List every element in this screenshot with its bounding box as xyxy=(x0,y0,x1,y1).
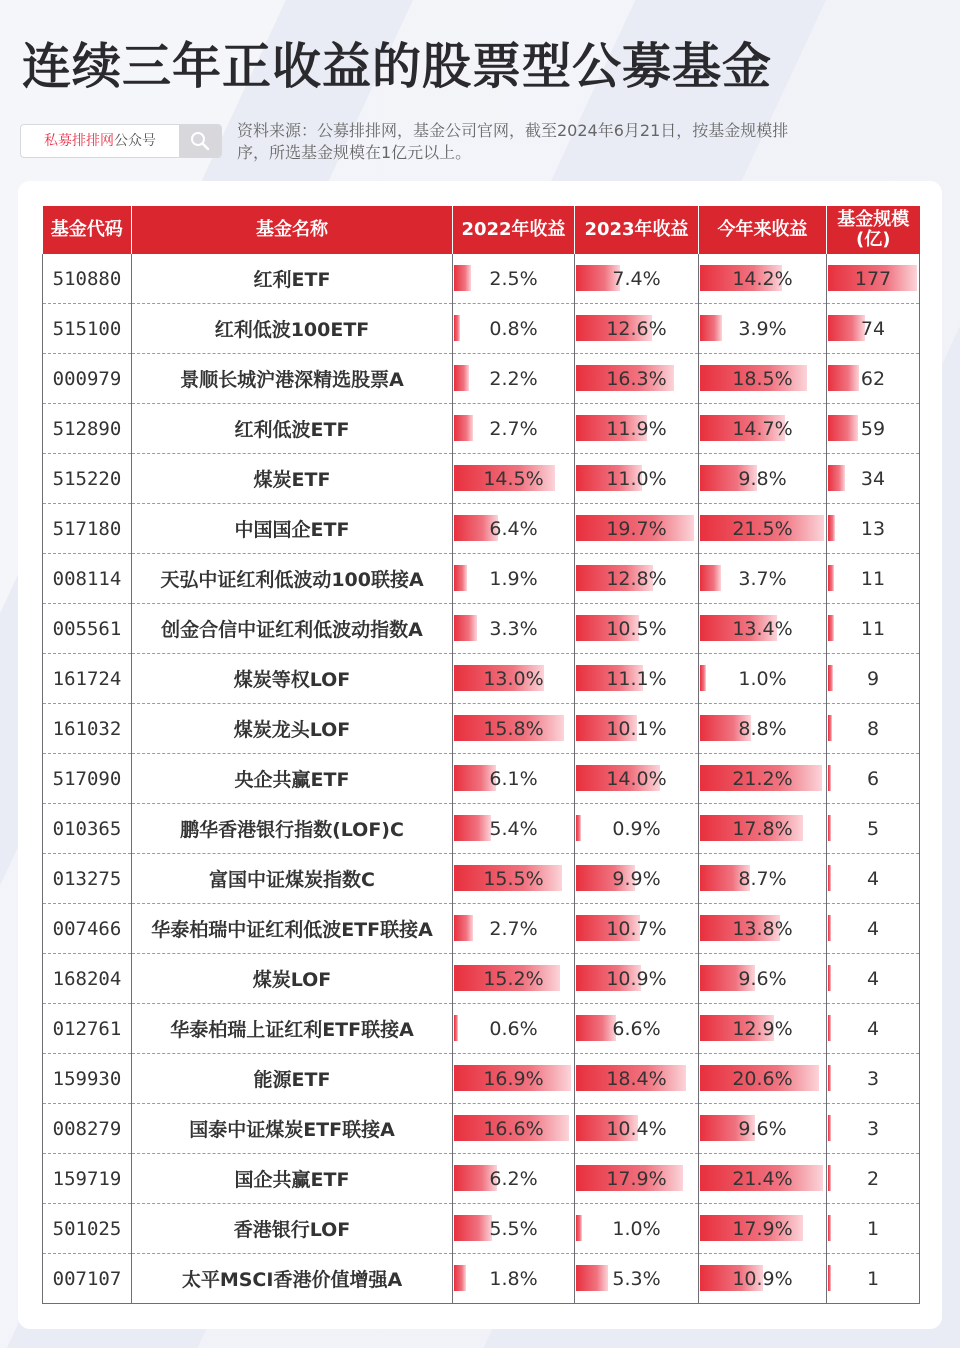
cell-fund-code: 013275 xyxy=(43,854,132,904)
cell-value: 14.7% xyxy=(732,417,793,440)
cell-value: 3.9% xyxy=(738,317,787,340)
value-bar-fund-size xyxy=(828,415,858,441)
cell-fund-code: 515220 xyxy=(43,454,132,504)
cell-value: 21.4% xyxy=(732,1167,793,1190)
cell-return-2022 xyxy=(453,1004,575,1054)
cell-value: 16.3% xyxy=(606,367,667,390)
cell-return-2023 xyxy=(575,654,699,704)
value-bar-fund-size xyxy=(828,1065,831,1091)
cell-return-ytd xyxy=(699,1004,827,1054)
value-bar-return-ytd xyxy=(700,665,706,691)
table-row xyxy=(43,904,920,954)
cell-value: 7.4% xyxy=(612,267,661,290)
value-bar-return-2022 xyxy=(454,265,471,291)
cell-return-ytd xyxy=(699,604,827,654)
cell-value: 1 xyxy=(866,1267,880,1290)
cell-return-2023 xyxy=(575,704,699,754)
cell-return-2022 xyxy=(453,904,575,954)
cell-value: 10.9% xyxy=(606,967,667,990)
cell-value: 18.5% xyxy=(732,367,793,390)
cell-value: 8.8% xyxy=(738,717,787,740)
value-bar-fund-size xyxy=(828,715,832,741)
cell-fund-code: 168204 xyxy=(43,954,132,1004)
cell-fund-code: 501025 xyxy=(43,1204,132,1254)
cell-value: 5.5% xyxy=(489,1217,538,1240)
value-bar-fund-size xyxy=(828,965,831,991)
cell-return-2022 xyxy=(453,404,575,454)
cell-value: 12.9% xyxy=(732,1017,793,1040)
cell-value: 6.4% xyxy=(489,517,538,540)
cell-fund-code: 161724 xyxy=(43,654,132,704)
cell-value: 18.4% xyxy=(606,1067,667,1090)
value-bar-fund-size xyxy=(828,815,831,841)
cell-value: 9.6% xyxy=(738,1117,787,1140)
cell-value: 10.5% xyxy=(606,617,667,640)
cell-value: 10.7% xyxy=(606,917,667,940)
cell-fund-code: 512890 xyxy=(43,404,132,454)
cell-return-2023 xyxy=(575,1054,699,1104)
table-row xyxy=(43,854,920,904)
cell-fund-name: 华泰柏瑞上证红利ETF联接A xyxy=(132,1004,453,1054)
cell-fund-name: 富国中证煤炭指数C xyxy=(132,854,453,904)
header-fund-name: 基金名称 xyxy=(132,206,453,254)
value-bar-fund-size xyxy=(828,865,831,891)
cell-value: 62 xyxy=(860,367,886,390)
cell-return-2022 xyxy=(453,1054,575,1104)
cell-value: 34 xyxy=(860,467,886,490)
search-button[interactable] xyxy=(179,125,221,157)
cell-fund-name: 红利ETF xyxy=(132,254,453,304)
cell-return-2022 xyxy=(453,1204,575,1254)
cell-fund-name: 香港银行LOF xyxy=(132,1204,453,1254)
cell-return-ytd xyxy=(699,504,827,554)
table-body xyxy=(43,254,920,1304)
cell-return-2023 xyxy=(575,404,699,454)
cell-return-2022 xyxy=(453,604,575,654)
cell-value: 5.3% xyxy=(612,1267,661,1290)
value-bar-fund-size xyxy=(828,315,865,341)
value-bar-fund-size xyxy=(828,1215,831,1241)
value-bar-fund-size xyxy=(828,1115,831,1141)
cell-value: 4 xyxy=(866,867,880,890)
value-bar-fund-size xyxy=(828,665,833,691)
value-bar-fund-size xyxy=(828,515,835,541)
cell-value: 8 xyxy=(866,717,880,740)
cell-value: 11 xyxy=(860,567,886,590)
cell-fund-size xyxy=(827,904,920,954)
table-row xyxy=(43,1104,920,1154)
cell-fund-code: 010365 xyxy=(43,804,132,854)
cell-return-2023 xyxy=(575,754,699,804)
header-fund-size: 基金规模(亿) xyxy=(827,206,920,254)
cell-return-ytd xyxy=(699,454,827,504)
cell-fund-name: 煤炭等权LOF xyxy=(132,654,453,704)
cell-value: 17.9% xyxy=(606,1167,667,1190)
cell-value: 3.7% xyxy=(738,567,787,590)
cell-fund-size xyxy=(827,954,920,1004)
search-box[interactable] xyxy=(20,124,222,158)
value-bar-return-2023 xyxy=(576,1265,608,1291)
header-return-ytd: 今年来收益 xyxy=(699,206,827,254)
cell-value: 8.7% xyxy=(738,867,787,890)
cell-value: 11.0% xyxy=(606,467,667,490)
value-bar-fund-size xyxy=(828,915,831,941)
value-bar-fund-size xyxy=(828,765,831,791)
table-row xyxy=(43,304,920,354)
cell-fund-name: 太平MSCI香港价值增强A xyxy=(132,1254,453,1304)
cell-fund-name: 国泰中证煤炭ETF联接A xyxy=(132,1104,453,1154)
table-row xyxy=(43,1004,920,1054)
cell-fund-code: 159930 xyxy=(43,1054,132,1104)
cell-value: 13.8% xyxy=(732,917,793,940)
value-bar-fund-size xyxy=(828,465,845,491)
cell-value: 21.2% xyxy=(732,767,793,790)
cell-value: 9.6% xyxy=(738,967,787,990)
cell-fund-size xyxy=(827,404,920,454)
cell-fund-size xyxy=(827,1154,920,1204)
cell-fund-code: 517090 xyxy=(43,754,132,804)
cell-fund-name: 创金合信中证红利低波动指数A xyxy=(132,604,453,654)
cell-value: 4 xyxy=(866,917,880,940)
cell-fund-size xyxy=(827,1004,920,1054)
cell-fund-name: 能源ETF xyxy=(132,1054,453,1104)
cell-return-2023 xyxy=(575,504,699,554)
cell-value: 1.0% xyxy=(612,1217,661,1240)
cell-return-ytd xyxy=(699,854,827,904)
value-bar-fund-size xyxy=(828,615,834,641)
search-label-suffix: 公众号 xyxy=(114,133,156,149)
cell-fund-code: 000979 xyxy=(43,354,132,404)
cell-value: 3 xyxy=(866,1067,880,1090)
table-row xyxy=(43,604,920,654)
cell-return-ytd xyxy=(699,904,827,954)
header-return-2023: 2023年收益 xyxy=(575,206,699,254)
table-row xyxy=(43,1054,920,1104)
table-row xyxy=(43,754,920,804)
value-bar-fund-size xyxy=(828,365,859,391)
search-label-brand: 私募排排网 xyxy=(44,133,114,149)
cell-fund-size xyxy=(827,504,920,554)
cell-value: 6.6% xyxy=(612,1017,661,1040)
cell-value: 6 xyxy=(866,767,880,790)
table-row xyxy=(43,1204,920,1254)
cell-value: 9.8% xyxy=(738,467,787,490)
cell-value: 11.9% xyxy=(606,417,667,440)
value-bar-return-2022 xyxy=(454,415,473,441)
cell-return-ytd xyxy=(699,704,827,754)
cell-return-2022 xyxy=(453,754,575,804)
cell-value: 4 xyxy=(866,1017,880,1040)
value-bar-return-2022 xyxy=(454,1215,492,1241)
cell-value: 1.0% xyxy=(738,667,787,690)
cell-value: 59 xyxy=(860,417,886,440)
header-return-2022: 2022年收益 xyxy=(453,206,575,254)
cell-return-2022 xyxy=(453,1104,575,1154)
cell-fund-name: 天弘中证红利低波动100联接A xyxy=(132,554,453,604)
header-fund-code: 基金代码 xyxy=(43,206,132,254)
cell-fund-size xyxy=(827,1104,920,1154)
cell-value: 4 xyxy=(866,967,880,990)
cell-return-ytd xyxy=(699,804,827,854)
cell-value: 11 xyxy=(860,617,886,640)
table-row xyxy=(43,1254,920,1304)
cell-fund-size xyxy=(827,854,920,904)
cell-return-ytd xyxy=(699,654,827,704)
cell-value: 13 xyxy=(860,517,886,540)
cell-fund-size xyxy=(827,654,920,704)
cell-value: 9 xyxy=(866,667,880,690)
cell-fund-size xyxy=(827,354,920,404)
value-bar-fund-size xyxy=(828,1265,831,1291)
cell-value: 21.5% xyxy=(732,517,793,540)
cell-value: 1 xyxy=(866,1217,880,1240)
cell-return-2023 xyxy=(575,1254,699,1304)
value-bar-return-2022 xyxy=(454,565,467,591)
value-bar-return-2023 xyxy=(576,1015,616,1041)
cell-fund-size xyxy=(827,254,920,304)
search-icon xyxy=(190,131,210,151)
cell-return-2023 xyxy=(575,1154,699,1204)
cell-value: 12.6% xyxy=(606,317,667,340)
cell-return-2022 xyxy=(453,804,575,854)
cell-value: 19.7% xyxy=(606,517,667,540)
cell-return-2022 xyxy=(453,704,575,754)
cell-fund-code: 161032 xyxy=(43,704,132,754)
cell-value: 177 xyxy=(854,267,892,290)
cell-value: 13.0% xyxy=(483,667,544,690)
cell-return-ytd xyxy=(699,1154,827,1204)
cell-value: 9.9% xyxy=(612,867,661,890)
cell-return-2023 xyxy=(575,1004,699,1054)
cell-return-2023 xyxy=(575,604,699,654)
cell-fund-size xyxy=(827,804,920,854)
cell-value: 0.6% xyxy=(489,1017,538,1040)
cell-return-ytd xyxy=(699,404,827,454)
table-row xyxy=(43,504,920,554)
table-row xyxy=(43,454,920,504)
cell-value: 2.5% xyxy=(489,267,538,290)
cell-value: 20.6% xyxy=(732,1067,793,1090)
table-row xyxy=(43,954,920,1004)
cell-value: 15.5% xyxy=(483,867,544,890)
cell-fund-name: 中国国企ETF xyxy=(132,504,453,554)
cell-return-ytd xyxy=(699,1254,827,1304)
table-row xyxy=(43,1154,920,1204)
cell-value: 6.1% xyxy=(489,767,538,790)
value-bar-return-2023 xyxy=(576,1215,582,1241)
cell-value: 15.8% xyxy=(483,717,544,740)
cell-fund-size xyxy=(827,1254,920,1304)
table-row xyxy=(43,354,920,404)
cell-fund-name: 煤炭龙头LOF xyxy=(132,704,453,754)
cell-value: 16.6% xyxy=(483,1117,544,1140)
cell-value: 1.8% xyxy=(489,1267,538,1290)
cell-return-2022 xyxy=(453,1254,575,1304)
value-bar-fund-size xyxy=(828,1015,831,1041)
cell-return-2022 xyxy=(453,254,575,304)
cell-fund-name: 煤炭ETF xyxy=(132,454,453,504)
cell-return-2022 xyxy=(453,554,575,604)
cell-value: 14.2% xyxy=(732,267,793,290)
cell-return-2022 xyxy=(453,654,575,704)
cell-value: 74 xyxy=(860,317,886,340)
cell-return-ytd xyxy=(699,304,827,354)
cell-fund-name: 红利低波ETF xyxy=(132,404,453,454)
cell-fund-size xyxy=(827,304,920,354)
source-note: 资料来源：公募排排网，基金公司官网，截至2024年6月21日，按基金规模排序，所选基金规模在1亿元以上。 xyxy=(237,121,789,162)
cell-return-2023 xyxy=(575,1204,699,1254)
cell-return-2023 xyxy=(575,304,699,354)
cell-value: 0.9% xyxy=(612,817,661,840)
cell-fund-code: 007107 xyxy=(43,1254,132,1304)
cell-fund-code: 012761 xyxy=(43,1004,132,1054)
cell-fund-name: 红利低波100ETF xyxy=(132,304,453,354)
cell-return-ytd xyxy=(699,954,827,1004)
cell-value: 13.4% xyxy=(732,617,793,640)
cell-return-2022 xyxy=(453,504,575,554)
cell-return-ytd xyxy=(699,1104,827,1154)
cell-fund-name: 华泰柏瑞中证红利低波ETF联接A xyxy=(132,904,453,954)
cell-return-ytd xyxy=(699,254,827,304)
value-bar-fund-size xyxy=(828,1165,831,1191)
search-label xyxy=(21,125,179,157)
cell-return-2023 xyxy=(575,254,699,304)
cell-return-2022 xyxy=(453,304,575,354)
cell-return-2022 xyxy=(453,854,575,904)
cell-return-2023 xyxy=(575,354,699,404)
cell-value: 16.9% xyxy=(483,1067,544,1090)
cell-return-2023 xyxy=(575,554,699,604)
value-bar-return-2022 xyxy=(454,1015,458,1041)
cell-value: 10.9% xyxy=(732,1267,793,1290)
table-row xyxy=(43,254,920,304)
cell-fund-size xyxy=(827,704,920,754)
cell-value: 3.3% xyxy=(489,617,538,640)
cell-fund-size xyxy=(827,1054,920,1104)
cell-value: 12.8% xyxy=(606,567,667,590)
cell-return-ytd xyxy=(699,354,827,404)
cell-return-2023 xyxy=(575,1104,699,1154)
cell-return-2022 xyxy=(453,1154,575,1204)
cell-return-2023 xyxy=(575,854,699,904)
cell-fund-name: 国企共赢ETF xyxy=(132,1154,453,1204)
cell-value: 2.7% xyxy=(489,917,538,940)
cell-return-2022 xyxy=(453,954,575,1004)
cell-value: 5.4% xyxy=(489,817,538,840)
cell-fund-code: 005561 xyxy=(43,604,132,654)
cell-return-2023 xyxy=(575,954,699,1004)
value-bar-return-2022 xyxy=(454,815,491,841)
cell-return-2023 xyxy=(575,454,699,504)
cell-return-2022 xyxy=(453,454,575,504)
cell-fund-name: 景顺长城沪港深精选股票A xyxy=(132,354,453,404)
cell-return-2023 xyxy=(575,904,699,954)
cell-fund-code: 008279 xyxy=(43,1104,132,1154)
cell-fund-name: 煤炭LOF xyxy=(132,954,453,1004)
cell-fund-size xyxy=(827,554,920,604)
cell-value: 17.9% xyxy=(732,1217,793,1240)
cell-return-ytd xyxy=(699,554,827,604)
value-bar-return-ytd xyxy=(700,315,722,341)
cell-value: 10.1% xyxy=(606,717,667,740)
cell-value: 14.0% xyxy=(606,767,667,790)
cell-fund-size xyxy=(827,454,920,504)
cell-fund-code: 007466 xyxy=(43,904,132,954)
cell-fund-code: 517180 xyxy=(43,504,132,554)
cell-value: 1.9% xyxy=(489,567,538,590)
cell-value: 17.8% xyxy=(732,817,793,840)
page-title: 连续三年正收益的股票型公募基金 xyxy=(22,38,773,95)
cell-value: 10.4% xyxy=(606,1117,667,1140)
table-row xyxy=(43,804,920,854)
value-bar-return-2022 xyxy=(454,365,469,391)
cell-fund-code: 008114 xyxy=(43,554,132,604)
cell-fund-size xyxy=(827,754,920,804)
cell-fund-size xyxy=(827,604,920,654)
cell-return-2022 xyxy=(453,354,575,404)
cell-fund-size xyxy=(827,1204,920,1254)
cell-return-ytd xyxy=(699,1054,827,1104)
cell-value: 2 xyxy=(866,1167,880,1190)
table-row xyxy=(43,654,920,704)
value-bar-return-2022 xyxy=(454,915,473,941)
value-bar-return-2023 xyxy=(576,815,581,841)
fund-table xyxy=(42,206,920,1304)
cell-value: 5 xyxy=(866,817,880,840)
table-row xyxy=(43,704,920,754)
value-bar-return-2022 xyxy=(454,315,460,341)
value-bar-return-2022 xyxy=(454,1265,466,1291)
value-bar-fund-size xyxy=(828,565,834,591)
cell-value: 14.5% xyxy=(483,467,544,490)
cell-fund-code: 515100 xyxy=(43,304,132,354)
value-bar-return-ytd xyxy=(700,565,721,591)
cell-value: 0.8% xyxy=(489,317,538,340)
cell-value: 2.7% xyxy=(489,417,538,440)
cell-fund-name: 央企共赢ETF xyxy=(132,754,453,804)
cell-return-2023 xyxy=(575,804,699,854)
cell-value: 2.2% xyxy=(489,367,538,390)
cell-fund-code: 159719 xyxy=(43,1154,132,1204)
cell-value: 15.2% xyxy=(483,967,544,990)
cell-fund-code: 510880 xyxy=(43,254,132,304)
cell-value: 6.2% xyxy=(489,1167,538,1190)
cell-value: 3 xyxy=(866,1117,880,1140)
cell-value: 11.1% xyxy=(606,667,667,690)
cell-fund-name: 鹏华香港银行指数(LOF)C xyxy=(132,804,453,854)
cell-return-ytd xyxy=(699,1204,827,1254)
table-row xyxy=(43,404,920,454)
table-header-row xyxy=(43,206,920,254)
table-row xyxy=(43,554,920,604)
value-bar-return-2022 xyxy=(454,615,477,641)
cell-return-ytd xyxy=(699,754,827,804)
